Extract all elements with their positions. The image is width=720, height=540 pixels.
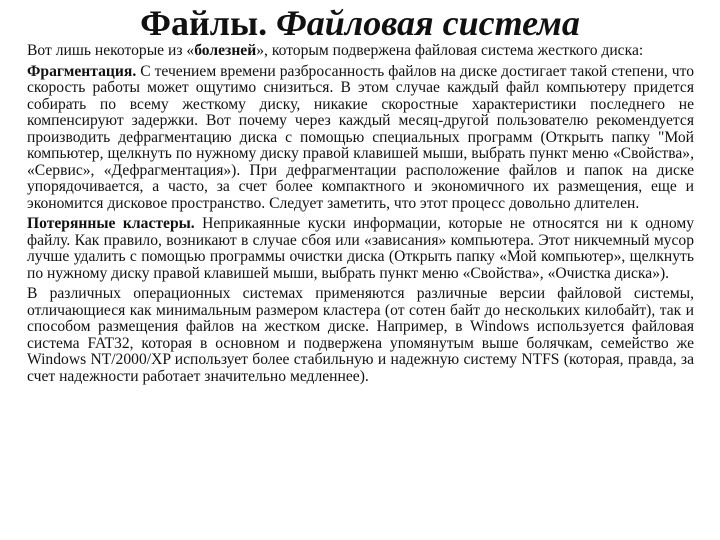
paragraph-file-systems <box>27 286 694 385</box>
file-systems-text: В различных операционных системах применяются различные версии файловой системы, отличающиеся как минимальным размером кластера (от сотен байт до нескольких килобайт), так и способом размещения файлов на жестком диске. Например, в Windows используется файловая система FAT32, которая в основном и подвержена упомянутым выше болячкам, семейство же Windows NT/2000/XP использует более стабильную и надежную систему NTFS (которая, правда, за счет надежности работает значительно медленнее). <box>27 285 694 385</box>
title-subtitle: Файловая система <box>276 3 580 43</box>
intro-text-post: », которым подвержена файловая система жесткого диска: <box>256 42 644 59</box>
slide-body <box>27 43 694 389</box>
fragmentation-text: С течением времени разбросанность файлов на диске достигает такой степени, что скорость работы может ощутимо снизиться. В этом случае каждый файл компьютеру придется собирать по всему жесткому диску, никакие скоростные характеристики последнего не компенсируют задержки. Вот почему через каждый месяц-другой пользователю рекомендуется производить дефрагментацию диска с помощью специальных программ (Открыть папку "Мой компьютер, щелкнуть по нужному диску правой клавишей мыши, выбрать пункт меню «Свойства», «Сервис», «Дефрагментация»). При дефрагментации расположение файлов и папок на диске упорядочивается, а часто, за счет более компактного и экономичного их размещения, еще и экономится дисковое пространство. Следует заметить, что этот процесс довольно длителен. <box>27 62 694 212</box>
fragmentation-heading: Фрагментация. <box>27 62 137 80</box>
lost-clusters-text: Неприкаянные куски информации, которые не относятся ни к одному файлу. Как правило, возникают в случае сбоя или «зависания» компьютера. Этот никчемный мусор лучше удалить с помощью программы очистки диска (Открыть папку «Мой компьютер», щелкнуть по нужному диску правой клавишей мыши, выбрать пункт меню «Свойства», «Очистка диска»). <box>27 215 694 282</box>
lost-clusters-heading: Потерянные кластеры. <box>27 215 195 232</box>
slide-title <box>0 2 720 44</box>
title-main: Файлы. <box>140 3 268 43</box>
paragraph-lost-clusters <box>27 216 694 282</box>
paragraph-intro <box>27 43 694 60</box>
intro-text-pre: Вот лишь некоторые из « <box>27 42 195 59</box>
intro-text-bold: болезней <box>194 42 257 59</box>
paragraph-fragmentation <box>27 64 694 213</box>
